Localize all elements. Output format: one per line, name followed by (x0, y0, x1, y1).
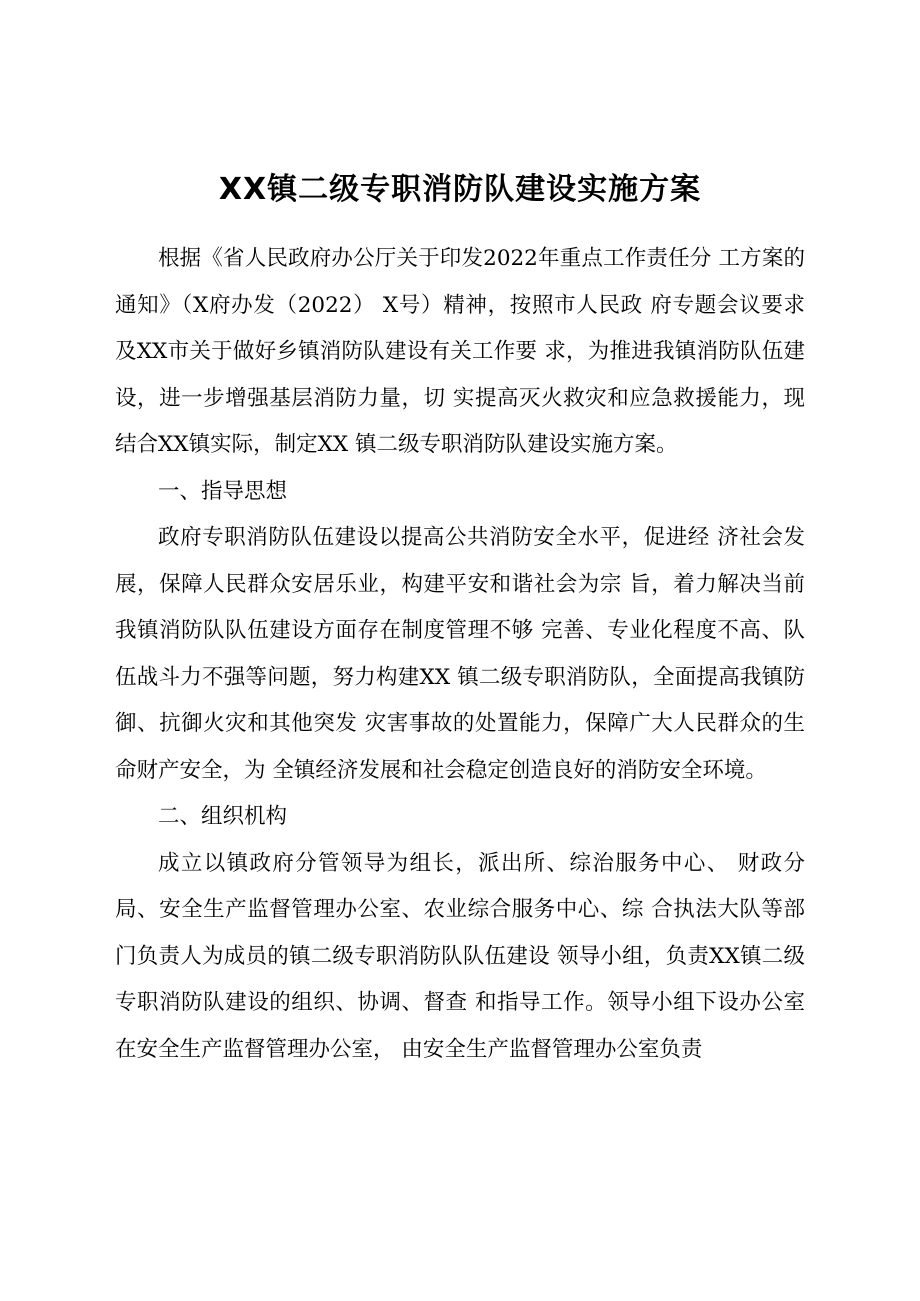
document-title: XX镇二级专职消防队建设实施方案 (218, 172, 702, 207)
paragraph-guiding-ideology: 政府专职消防队伍建设以提高公共消防安全水平，促进经 济社会发展，保障人民群众安居乐业，构建平安和谐社会为宗 旨，着力解决当前我镇消防队队伍建设方面存在制度管理不够 完善、专业化程度不高、队伍战斗力不强等问题，努力构建XX 镇二级专职消防队，全面提高我镇防御、抗御火灾和其他突发 灾害事故的处置能力，保障广大人民群众的生命财产安全，为 全镇经济发展和社会稳定创造良好的消防安全环境。 (115, 525, 805, 783)
paragraph-organization: 成立以镇政府分管领导为组长，派出所、综治服务中心、 财政分局、安全生产监督管理办公室、农业综合服务中心、综 合执法大队等部门负责人为成员的镇二级专职消防队队伍建设 领导小组，负责XX镇二级专职消防队建设的组织、协调、督查 和指导工作。领导小组下设办公室在安全生产监督管理办公室， 由安全生产监督管理办公室负责 (115, 850, 805, 1062)
section-heading-guiding-ideology: 一、指导思想 (158, 478, 288, 504)
document-body (115, 236, 805, 1073)
section-heading-organization: 二、组织机构 (158, 804, 288, 829)
paragraph-intro: 根据《省人民政府办公厅关于印发2022年重点工作责任分 工方案的通知》（X府办发（2022） X号）精神，按照市人民政 府专题会议要求及XX市关于做好乡镇消防队建设有关工作要 求，为推进我镇消防队伍建设，进一步增强基层消防力量，切 实提高灭火救灾和应急救援能力，现结合XX镇实际，制定XX 镇二级专职消防队建设实施方案。 (115, 246, 805, 457)
